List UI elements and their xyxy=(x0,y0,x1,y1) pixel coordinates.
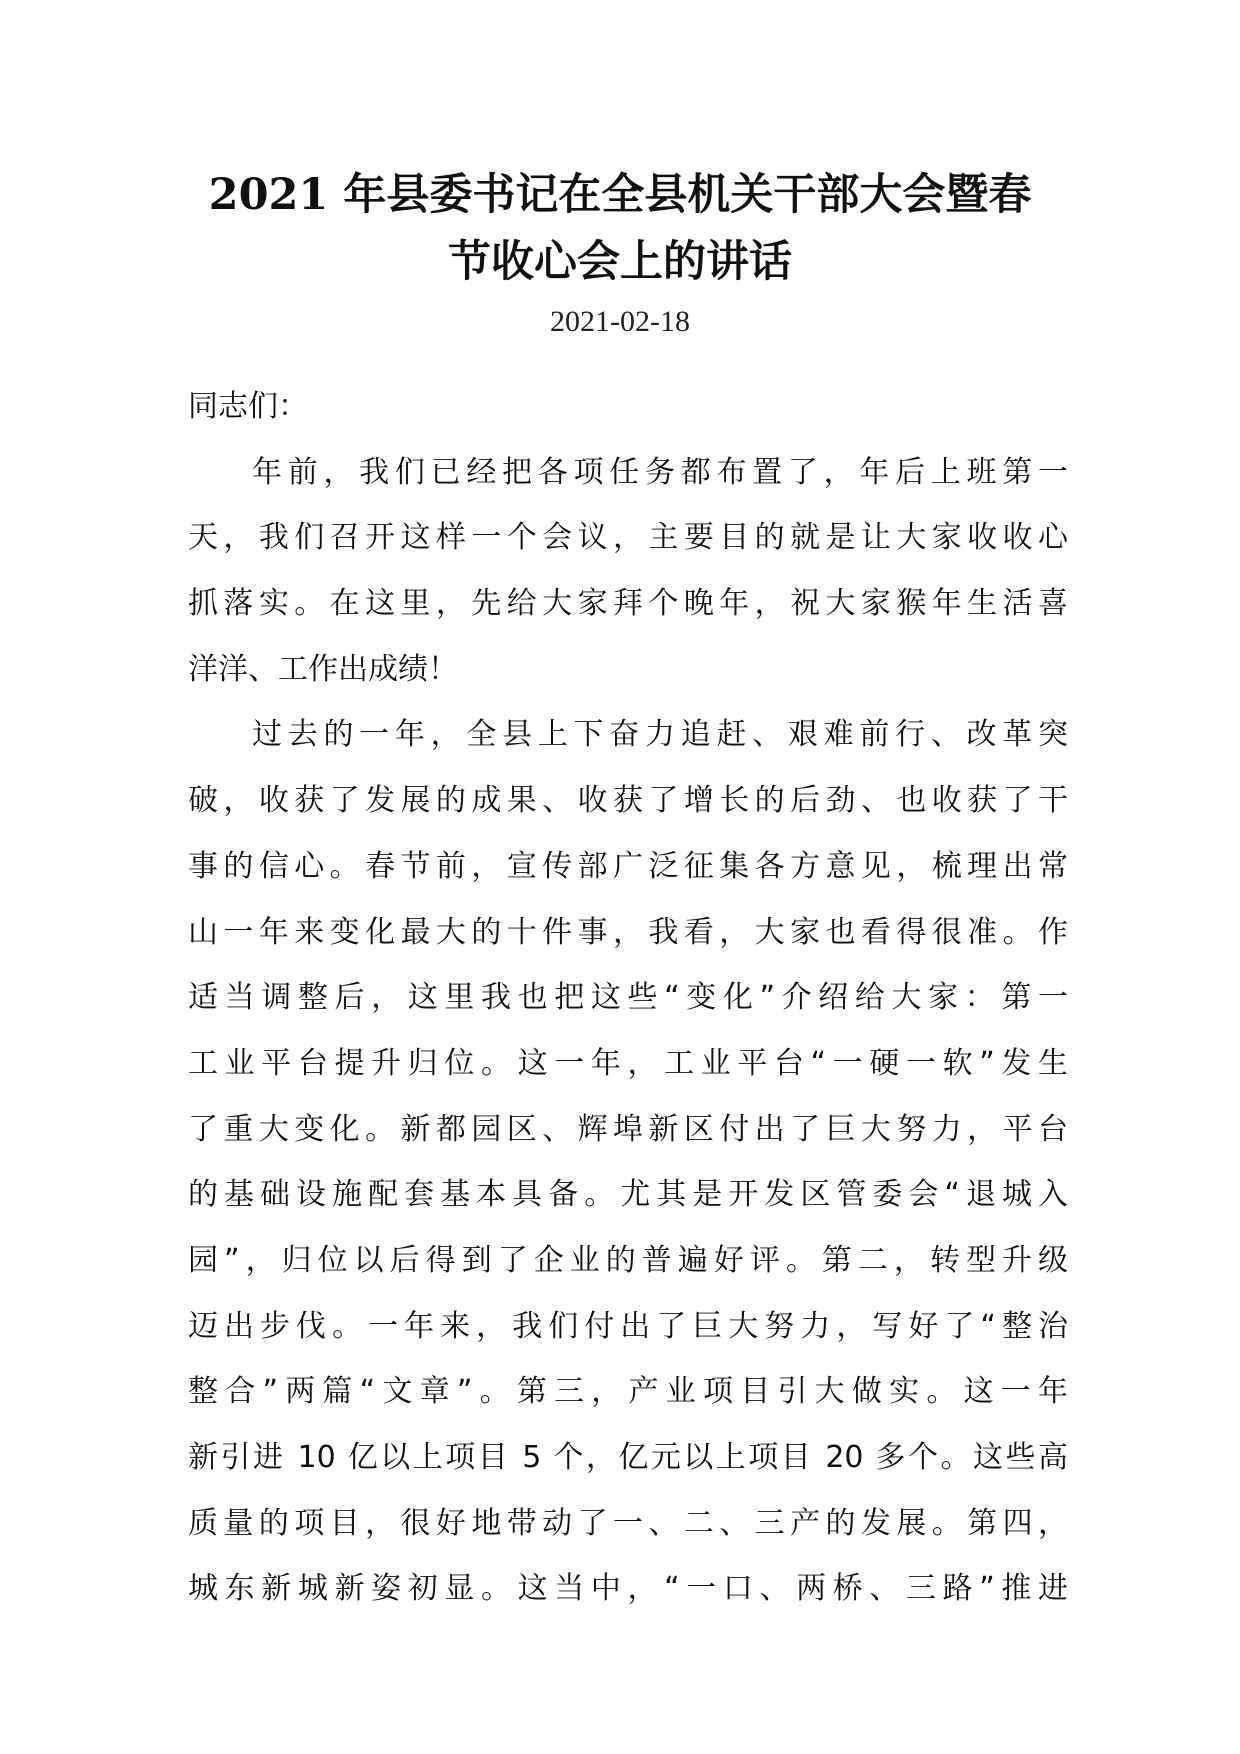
paragraph-2-line: 的基础设施配套基本具备。尤其是开发区管委会“退城入 xyxy=(188,1177,1068,1213)
document-date: 2021-02-18 xyxy=(550,305,690,338)
paragraph-2-line: 了重大变化。新都园区、辉埠新区付出了巨大努力，平台 xyxy=(188,1111,1068,1147)
title-line-2: 节收心会上的讲话 xyxy=(448,237,792,287)
paragraph-2-line: 城东新城新姿初显。这当中，“一口、两桥、三路”推进 xyxy=(188,1571,1068,1607)
paragraph-2-line: 质量的项目，很好地带动了一、二、三产的发展。第四， xyxy=(188,1505,1068,1541)
title-line-1: 2021 年县委书记在全县机关干部大会暨春 xyxy=(208,170,1032,220)
paragraph-2-line: 山一年来变化最大的十件事，我看，大家也看得很准。作 xyxy=(188,914,1068,950)
salutation: 同志们： xyxy=(188,389,308,424)
paragraph-1-line: 抓落实。在这里，先给大家拜个晚年，祝大家猴年生活喜 xyxy=(188,586,1068,622)
paragraph-2-line: 事的信心。春节前，宣传部广泛征集各方意见，梳理出常 xyxy=(188,848,1068,884)
document-body xyxy=(188,374,1068,1622)
paragraph-2-line: 过去的一年，全县上下奋力追赶、艰难前行、改革突 xyxy=(252,717,1068,753)
paragraph-2-line: 破，收获了发展的成果、收获了增长的后劲、也收获了干 xyxy=(188,783,1068,819)
paragraph-2-line: 整合”两篇“文章”。第三，产业项目引大做实。这一年 xyxy=(188,1374,1068,1410)
document-title xyxy=(180,162,1060,296)
paragraph-1-line: 洋洋、工作出成绩！ xyxy=(188,651,458,687)
paragraph-1-line: 天，我们召开这样一个会议，主要目的就是让大家收收心 xyxy=(188,520,1068,556)
paragraph-2-line: 适当调整后，这里我也把这些“变化”介绍给大家：第一 xyxy=(188,980,1068,1016)
paragraph-2-line: 新引进 10 亿以上项目 5 个，亿元以上项目 20 多个。这些高 xyxy=(188,1440,1068,1475)
paragraph-2-line: 园”，归位以后得到了企业的普遍好评。第二，转型升级 xyxy=(188,1242,1068,1278)
paragraph-1-line: 年前，我们已经把各项任务都布置了，年后上班第一 xyxy=(252,454,1068,490)
paragraph-2-line: 迈出步伐。一年来，我们付出了巨大努力，写好了“整治 xyxy=(188,1308,1068,1344)
paragraph-2-line: 工业平台提升归位。这一年，工业平台“一硬一软”发生 xyxy=(188,1045,1068,1081)
